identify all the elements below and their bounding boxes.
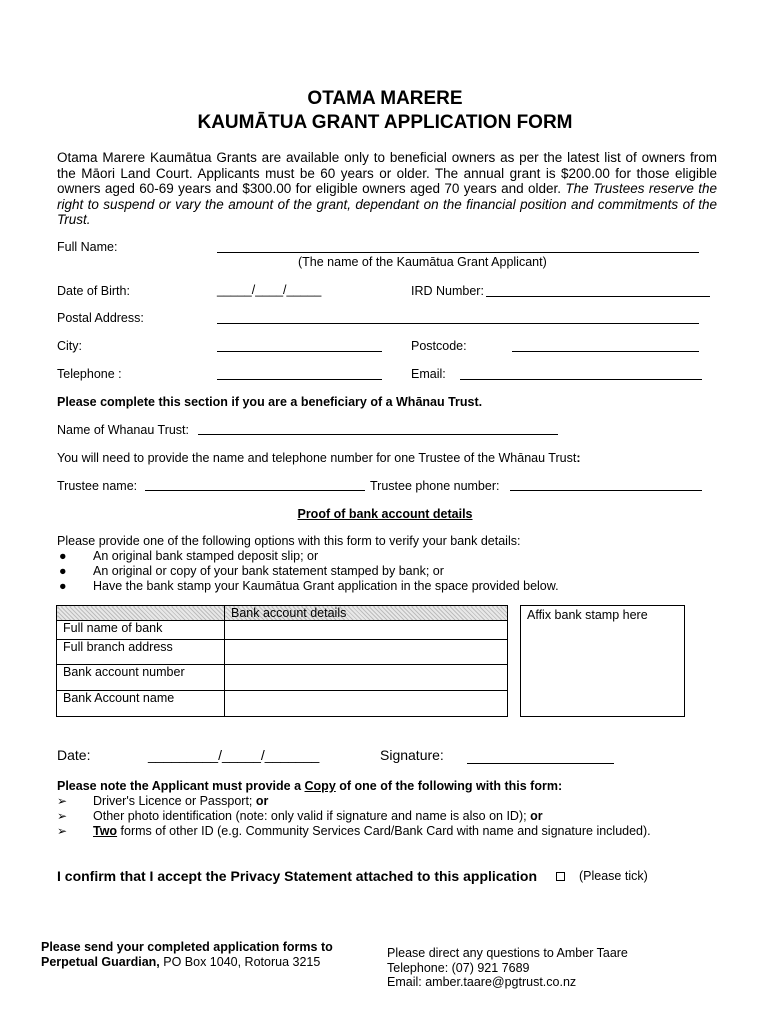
intro-text: Otama Marere Kaumātua Grants are available only to beneficial owners as per the latest list of owners from the Māori Land Court. Applicants must be 60 years or older. The annual grant is $200.00 for those eligible owners aged 60-69 years and $300.00 for eligible owners aged 70 years and older. bbox=[57, 150, 717, 196]
bullet-icon: ● bbox=[59, 564, 67, 578]
table-row bbox=[57, 621, 508, 640]
branch-address-input[interactable] bbox=[225, 640, 508, 665]
id-option-or: or bbox=[530, 809, 543, 823]
table-row bbox=[57, 665, 508, 691]
table-row bbox=[57, 691, 508, 717]
privacy-tick bbox=[556, 869, 648, 883]
bank-option-text: Have the bank stamp your Kaumātua Grant application in the space provided below. bbox=[93, 579, 559, 593]
account-number-input[interactable] bbox=[225, 665, 508, 691]
row-label-branch-address: Full branch address bbox=[57, 640, 225, 665]
ird-label: IRD Number: bbox=[411, 284, 484, 298]
whanau-trust-name-label: Name of Whanau Trust: bbox=[57, 423, 190, 437]
id-option-or: or bbox=[255, 794, 269, 808]
id-options-list bbox=[57, 794, 651, 839]
bank-option bbox=[57, 579, 559, 594]
form-title-line2: KAUMĀTUA GRANT APPLICATION FORM bbox=[197, 112, 573, 133]
id-option bbox=[57, 824, 651, 839]
date-label: Date: bbox=[57, 747, 91, 763]
full-name-hint: (The name of the Kaumātua Grant Applicant) bbox=[298, 255, 547, 269]
whanau-section-heading: Please complete this section if you are a beneficiary of a Whānau Trust. bbox=[57, 395, 483, 409]
id-note-heading bbox=[57, 779, 562, 793]
dob-label: Date of Birth: bbox=[57, 284, 130, 298]
id-note-pre: Please note the Applicant must provide a bbox=[57, 779, 305, 793]
id-option bbox=[57, 809, 651, 824]
bank-proof-intro: Please provide one of the following options with this form to verify your bank details: bbox=[57, 534, 521, 548]
postal-address-field[interactable] bbox=[217, 323, 699, 324]
email-label: Email: bbox=[411, 367, 446, 381]
bullet-icon: ● bbox=[59, 549, 67, 563]
privacy-statement: I confirm that I accept the Privacy Statement attached to this application bbox=[57, 868, 537, 884]
trustee-instruction bbox=[57, 451, 581, 465]
bank-name-input[interactable] bbox=[225, 621, 508, 640]
contact-telephone: Telephone: (07) 921 7689 bbox=[387, 961, 530, 975]
bank-stamp-label: Affix bank stamp here bbox=[527, 608, 648, 622]
date-field[interactable]: _________/_____/_______ bbox=[148, 747, 320, 763]
bank-option bbox=[57, 564, 559, 579]
table-header-row bbox=[57, 606, 508, 621]
table-header-bank-details: Bank account details bbox=[225, 606, 508, 621]
postcode-field[interactable] bbox=[512, 351, 699, 352]
send-address: PO Box 1040, Rotorua 3215 bbox=[159, 955, 321, 969]
id-option-two: Two bbox=[93, 824, 118, 838]
trustee-name-field[interactable] bbox=[145, 490, 365, 491]
trustee-name-label: Trustee name: bbox=[57, 479, 138, 493]
account-name-input[interactable] bbox=[225, 691, 508, 717]
telephone-label: Telephone : bbox=[57, 367, 122, 381]
id-note-post: of one of the following with this form: bbox=[335, 779, 563, 793]
bank-stamp-box[interactable] bbox=[520, 605, 685, 717]
id-option-text: Driver's Licence or Passport; bbox=[93, 794, 256, 808]
trustee-instruction-text: You will need to provide the name and telephone number for one Trustee of the Whānau Trust bbox=[57, 451, 577, 465]
signature-label: Signature: bbox=[380, 747, 444, 763]
row-label-bank-name: Full name of bank bbox=[57, 621, 225, 640]
email-field[interactable] bbox=[460, 379, 702, 380]
arrow-bullet-icon: ➢ bbox=[57, 809, 68, 823]
privacy-checkbox[interactable] bbox=[556, 872, 565, 881]
bank-proof-heading: Proof of bank account details bbox=[297, 507, 473, 521]
send-org: Perpetual Guardian, bbox=[41, 955, 160, 969]
table-row bbox=[57, 640, 508, 665]
city-label: City: bbox=[57, 339, 82, 353]
id-note-copy: Copy bbox=[304, 779, 336, 793]
table-header-blank bbox=[57, 606, 225, 621]
postal-address-label: Postal Address: bbox=[57, 311, 144, 325]
intro-paragraph bbox=[57, 150, 717, 228]
bank-options-list bbox=[57, 549, 559, 594]
bullet-icon: ● bbox=[59, 579, 67, 593]
bank-option bbox=[57, 549, 559, 564]
postcode-label: Postcode: bbox=[411, 339, 467, 353]
full-name-label: Full Name: bbox=[57, 240, 118, 254]
city-field[interactable] bbox=[217, 351, 382, 352]
trustee-phone-label: Trustee phone number: bbox=[370, 479, 500, 493]
send-address-line bbox=[41, 955, 320, 969]
dob-field[interactable]: _____/____/_____ bbox=[217, 283, 322, 297]
contact-email[interactable]: Email: amber.taare@pgtrust.co.nz bbox=[387, 975, 577, 989]
row-label-account-number: Bank account number bbox=[57, 665, 225, 691]
form-title-line1: OTAMA MARERE bbox=[307, 88, 463, 109]
bank-option-text: An original or copy of your bank statement stamped by bank; or bbox=[93, 564, 444, 578]
telephone-field[interactable] bbox=[217, 379, 382, 380]
arrow-bullet-icon: ➢ bbox=[57, 794, 68, 808]
trustee-instruction-colon: : bbox=[576, 451, 581, 465]
questions-line: Please direct any questions to Amber Taare bbox=[387, 946, 628, 960]
trustee-phone-field[interactable] bbox=[510, 490, 702, 491]
privacy-tick-hint: (Please tick) bbox=[579, 869, 648, 883]
row-label-account-name: Bank Account name bbox=[57, 691, 225, 717]
bank-option-text: An original bank stamped deposit slip; or bbox=[93, 549, 319, 563]
id-option-text: forms of other ID (e.g. Community Services Card/Bank Card with name and signature included). bbox=[117, 824, 651, 838]
intro-trustees-note: The Trustees reserve the right to suspend or vary the amount of the grant, dependant on the financial position and commitments of the Trust. bbox=[57, 181, 717, 227]
whanau-trust-name-field[interactable] bbox=[198, 434, 558, 435]
send-forms-line: Please send your completed application forms to bbox=[41, 940, 333, 954]
id-option bbox=[57, 794, 651, 809]
arrow-bullet-icon: ➢ bbox=[57, 824, 68, 838]
bank-details-table bbox=[56, 605, 508, 717]
ird-field[interactable] bbox=[486, 296, 710, 297]
full-name-field[interactable] bbox=[217, 252, 699, 253]
id-option-text: Other photo identification (note: only valid if signature and name is also on ID); bbox=[93, 809, 531, 823]
signature-field[interactable] bbox=[467, 763, 614, 764]
